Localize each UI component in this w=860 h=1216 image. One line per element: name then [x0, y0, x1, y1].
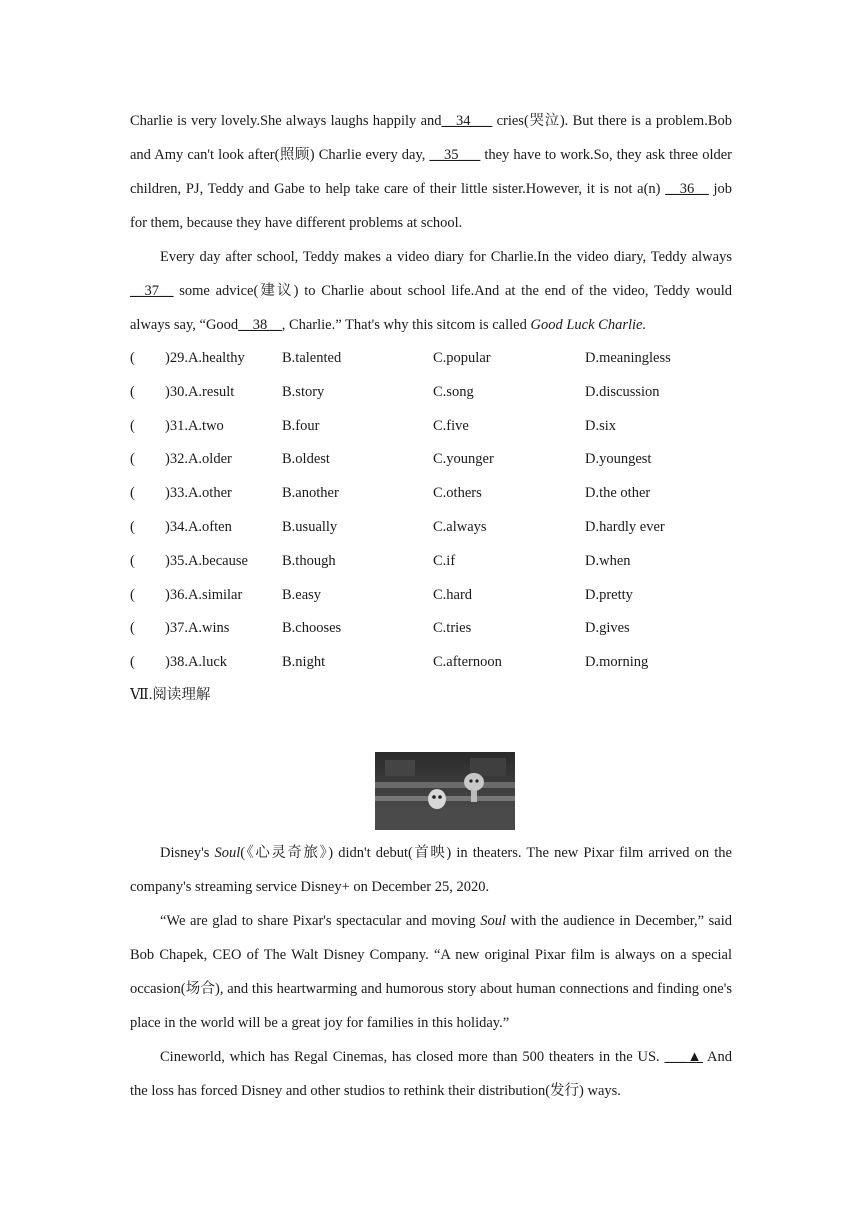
option-d: D.pretty: [585, 586, 633, 603]
question-row: [130, 511, 732, 545]
passage-paragraph-2: [130, 240, 732, 342]
text-run: some advice(建议) to Charlie about school life.And at the end of the video, Teddy would always say, “Good: [130, 283, 732, 333]
text-run: cries(哭泣). But there is a problem.Bob and Amy can't look after(照顾) Charlie every day,: [130, 113, 732, 163]
answer-paren: (: [130, 350, 135, 366]
text-run: “We are glad to share Pixar's spectacular and moving: [160, 913, 481, 929]
option-c: C.song: [433, 383, 474, 400]
answer-blank: __35___: [429, 147, 481, 163]
option-a: )30.A.result: [165, 383, 235, 400]
option-b: B.usually: [282, 518, 338, 535]
text-run: job for them, because they have different problems at school.: [130, 181, 732, 231]
reading-paragraph-3: [130, 1040, 732, 1108]
option-a: )35.A.because: [165, 552, 248, 569]
cloze-passage: [130, 104, 732, 712]
text-run: And the loss has forced Disney and other studios to rethink their distribution(发行) ways.: [130, 1049, 732, 1099]
reading-passage: [130, 836, 732, 1108]
option-c: C.younger: [433, 451, 494, 468]
option-c: C.always: [433, 518, 487, 535]
option-c: C.hard: [433, 586, 473, 603]
question-row: [130, 612, 732, 646]
option-b: B.another: [282, 485, 339, 502]
option-a: )34.A.often: [165, 518, 232, 535]
option-d: D.discussion: [585, 383, 660, 400]
reading-paragraph-1: [130, 836, 732, 904]
question-row: [130, 443, 732, 477]
section-title: Ⅶ.阅读理解: [130, 686, 211, 703]
question-row: [130, 477, 732, 511]
answer-paren: (: [130, 552, 135, 569]
option-b: B.night: [282, 654, 326, 671]
question-row: [130, 410, 732, 444]
option-c: C.popular: [433, 350, 491, 366]
text-run: with the audience in December,” said Bob Chapek, CEO of The Walt Disney Company. “A new original Pixar film is always on a special occasion(场合), and this heartwarming and humorous story about human connections and finding one's place in the world will be a great joy for families in this holiday.”: [130, 913, 733, 1031]
option-a: )32.A.older: [165, 451, 232, 468]
text-run: , Charlie.” That's why this sitcom is called: [281, 317, 531, 333]
question-row: [130, 545, 732, 579]
option-b: B.easy: [282, 586, 322, 603]
answer-blank: __37__: [130, 283, 174, 299]
option-b: B.chooses: [282, 620, 342, 637]
option-d: D.morning: [585, 654, 649, 671]
movie-still-icon: [375, 752, 515, 830]
answer-paren: (: [130, 451, 135, 468]
italic-title: Soul: [214, 845, 241, 861]
option-d: D.meaningless: [585, 350, 671, 366]
option-b: B.talented: [282, 350, 342, 366]
answer-paren: (: [130, 654, 135, 671]
answer-blank: __36__: [665, 181, 709, 197]
option-c: C.tries: [433, 620, 472, 637]
question-list: [130, 342, 732, 680]
option-a: )31.A.two: [165, 417, 224, 434]
option-a: )33.A.other: [165, 485, 232, 502]
text-run: (《心灵奇旅》) didn't debut(首映) in theaters. The new Pixar film arrived on the company's streaming service Disney+ on December 25, 2020.: [130, 845, 732, 895]
answer-blank: __34___: [441, 113, 493, 129]
answer-paren: (: [130, 417, 135, 434]
movie-still-image: [375, 752, 515, 830]
italic-title: Soul: [480, 913, 506, 929]
question-row: [130, 376, 732, 410]
question-row: [130, 579, 732, 613]
option-c: C.five: [433, 417, 469, 434]
option-b: B.four: [282, 417, 320, 434]
option-d: D.hardly ever: [585, 518, 665, 535]
question-row: [130, 342, 732, 376]
option-c: C.others: [433, 485, 482, 502]
text-run: Charlie is very lovely.She always laughs happily and: [130, 113, 442, 129]
text-run: Cineworld, which has Regal Cinemas, has closed more than 500 theaters in the US.: [160, 1049, 665, 1065]
option-d: D.youngest: [585, 451, 652, 468]
text-run: they have to work.So, they ask three older children, PJ, Teddy and Gabe to help take care of their little sister.However, it is not a(n): [130, 147, 733, 197]
option-b: B.though: [282, 552, 336, 569]
answer-paren: (: [130, 485, 135, 502]
text-run: Every day after school, Teddy makes a video diary for Charlie.In the video diary, Teddy always: [160, 249, 732, 265]
option-a: )36.A.similar: [165, 586, 243, 603]
option-a: )37.A.wins: [165, 620, 230, 637]
option-a: )29.A.healthy: [165, 350, 245, 366]
option-d: D.when: [585, 552, 631, 569]
option-d: D.six: [585, 417, 617, 434]
answer-blank: ___▲: [664, 1049, 703, 1065]
answer-paren: (: [130, 586, 135, 603]
option-c: C.if: [433, 552, 456, 569]
option-d: D.the other: [585, 485, 651, 502]
option-b: B.story: [282, 383, 325, 400]
answer-blank: __38__: [238, 317, 282, 333]
option-d: D.gives: [585, 620, 630, 637]
option-b: B.oldest: [282, 451, 330, 468]
answer-paren: (: [130, 383, 135, 400]
answer-paren: (: [130, 518, 135, 535]
option-c: C.afternoon: [433, 654, 502, 671]
passage-paragraph-1: [130, 104, 732, 240]
italic-title: Good Luck Charlie.: [530, 317, 647, 333]
answer-paren: (: [130, 620, 135, 637]
text-run: Disney's: [160, 845, 215, 861]
reading-paragraph-2: [130, 904, 732, 1040]
option-a: )38.A.luck: [165, 654, 228, 671]
question-row: [130, 646, 732, 680]
